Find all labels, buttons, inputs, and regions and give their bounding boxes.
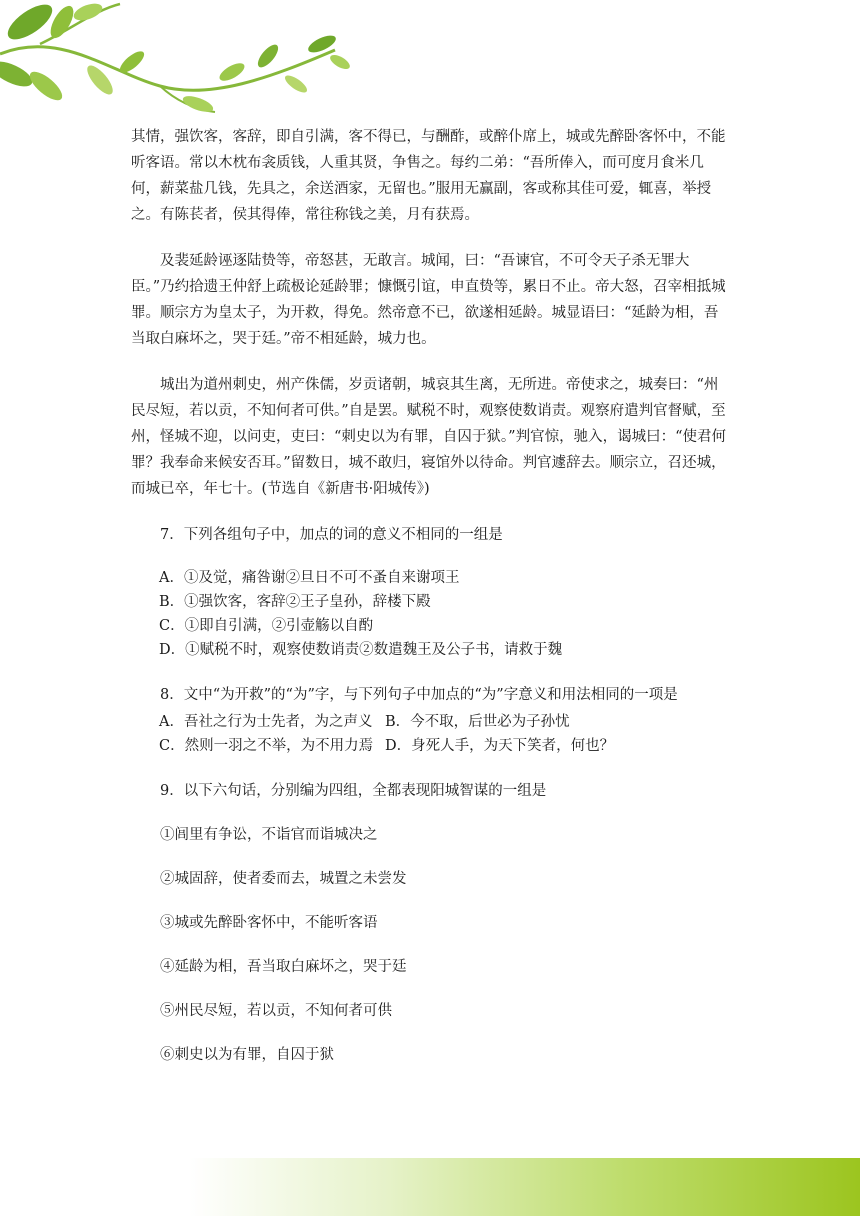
option-row-8-cd <box>131 734 731 758</box>
option-8b: B．今不取，后世必为子孙忧 <box>385 714 570 730</box>
option-8d: D．身死人手，为天下笑者，何也？ <box>385 738 615 754</box>
option-7b: B．①强饮客，客辞②王子皇孙，辞楼下殿 <box>159 594 431 610</box>
passage-paragraph-2: 及裴延龄诬逐陆贽等，帝怒甚，无敢言。城闻，曰：“吾谏官，不可令天子杀无罪大臣。”乃约拾遗王仲舒上疏极论延龄罪；慷慨引谊，申直贽等，累日不止。帝大怒，召宰相抵城罪。顺宗方为皇太子，为开救，得免。然帝意不已，欲遂相延龄。城显语曰：“延龄为相，吾当取白麻坏之，哭于廷。”帝不相延龄，城力也。 <box>131 253 726 347</box>
question-9-item-3: ③城或先醉卧客怀中，不能听客语 <box>160 915 378 931</box>
option-7c: C．①即自引满，②引壶觞以自酌 <box>159 618 374 634</box>
document-body <box>131 124 731 1086</box>
question-9-stem: 9．以下六句话，分别编为四组，全都表现阳城智谋的一组是 <box>160 783 547 799</box>
vine-leaves-decoration <box>0 0 360 130</box>
question-9-item-5: ⑤州民尽短，若以贡，不知何者可供 <box>160 1003 392 1019</box>
passage-paragraph-1: 其情，强饮客，客辞，即自引满，客不得已，与酬酢，或醉仆席上，城或先醉卧客怀中，不能听客语。常以木枕布衾质钱，人重其贤，争售之。每约二弟：“吾所俸入，而可度月食米几何，薪菜盐几钱，先具之，余送酒家，无留也。”服用无赢副，客或称其佳可爱，辄喜，举授之。有陈苌者，侯其得俸，常往称钱之美，月有获焉。 <box>131 129 726 223</box>
question-9-item-1: ①闾里有争讼，不诣官而诣城决之 <box>160 827 378 843</box>
question-9-item-6: ⑥刺史以为有罪，自囚于狱 <box>160 1047 334 1063</box>
question-9-item-2: ②城固辞，使者委而去，城置之未尝发 <box>160 871 407 887</box>
option-row-8-ab <box>131 710 731 734</box>
option-7d: D．①赋税不时，观察使数诮责②数遣魏王及公子书，请救于魏 <box>159 642 563 658</box>
passage-paragraph-3: 城出为道州刺史，州产侏儒，岁贡诸朝，城哀其生离，无所进。帝使求之，城奏曰：“州民尽短，若以贡，不知何者可供。”自是罢。赋税不时，观察使数诮责。观察府遣判官督赋，至州，怪城不迎，以问吏，吏曰：“刺史以为有罪，自囚于狱。”判官惊，驰入，谒城曰：“使君何罪？我奉命来候安否耳。”留数日，城不敢归，寝馆外以待命。判官遽辞去。顺宗立，召还城，而城已卒，年七十。(节选自《新唐书·阳城传》) <box>131 377 726 497</box>
question-8-stem: 8．文中“为开救”的“为”字，与下列句子中加点的“为”字意义和用法相同的一项是 <box>160 687 678 703</box>
option-8c: C．然则一羽之不举，为不用力焉 <box>159 738 374 754</box>
question-7-options <box>131 566 731 662</box>
question-9-item-4: ④延龄为相，吾当取白麻坏之，哭于廷 <box>160 959 407 975</box>
option-8a: A．吾社之行为士先者，为之声义 <box>159 714 373 730</box>
footer-gradient-bar <box>0 1158 860 1216</box>
question-8-options <box>131 710 731 758</box>
option-7a: A．①及觉，痛咎谢②旦日不可不蚤自来谢项王 <box>159 570 460 586</box>
question-7-stem: 7．下列各组句子中，加点的词的意义不相同的一组是 <box>160 527 503 543</box>
